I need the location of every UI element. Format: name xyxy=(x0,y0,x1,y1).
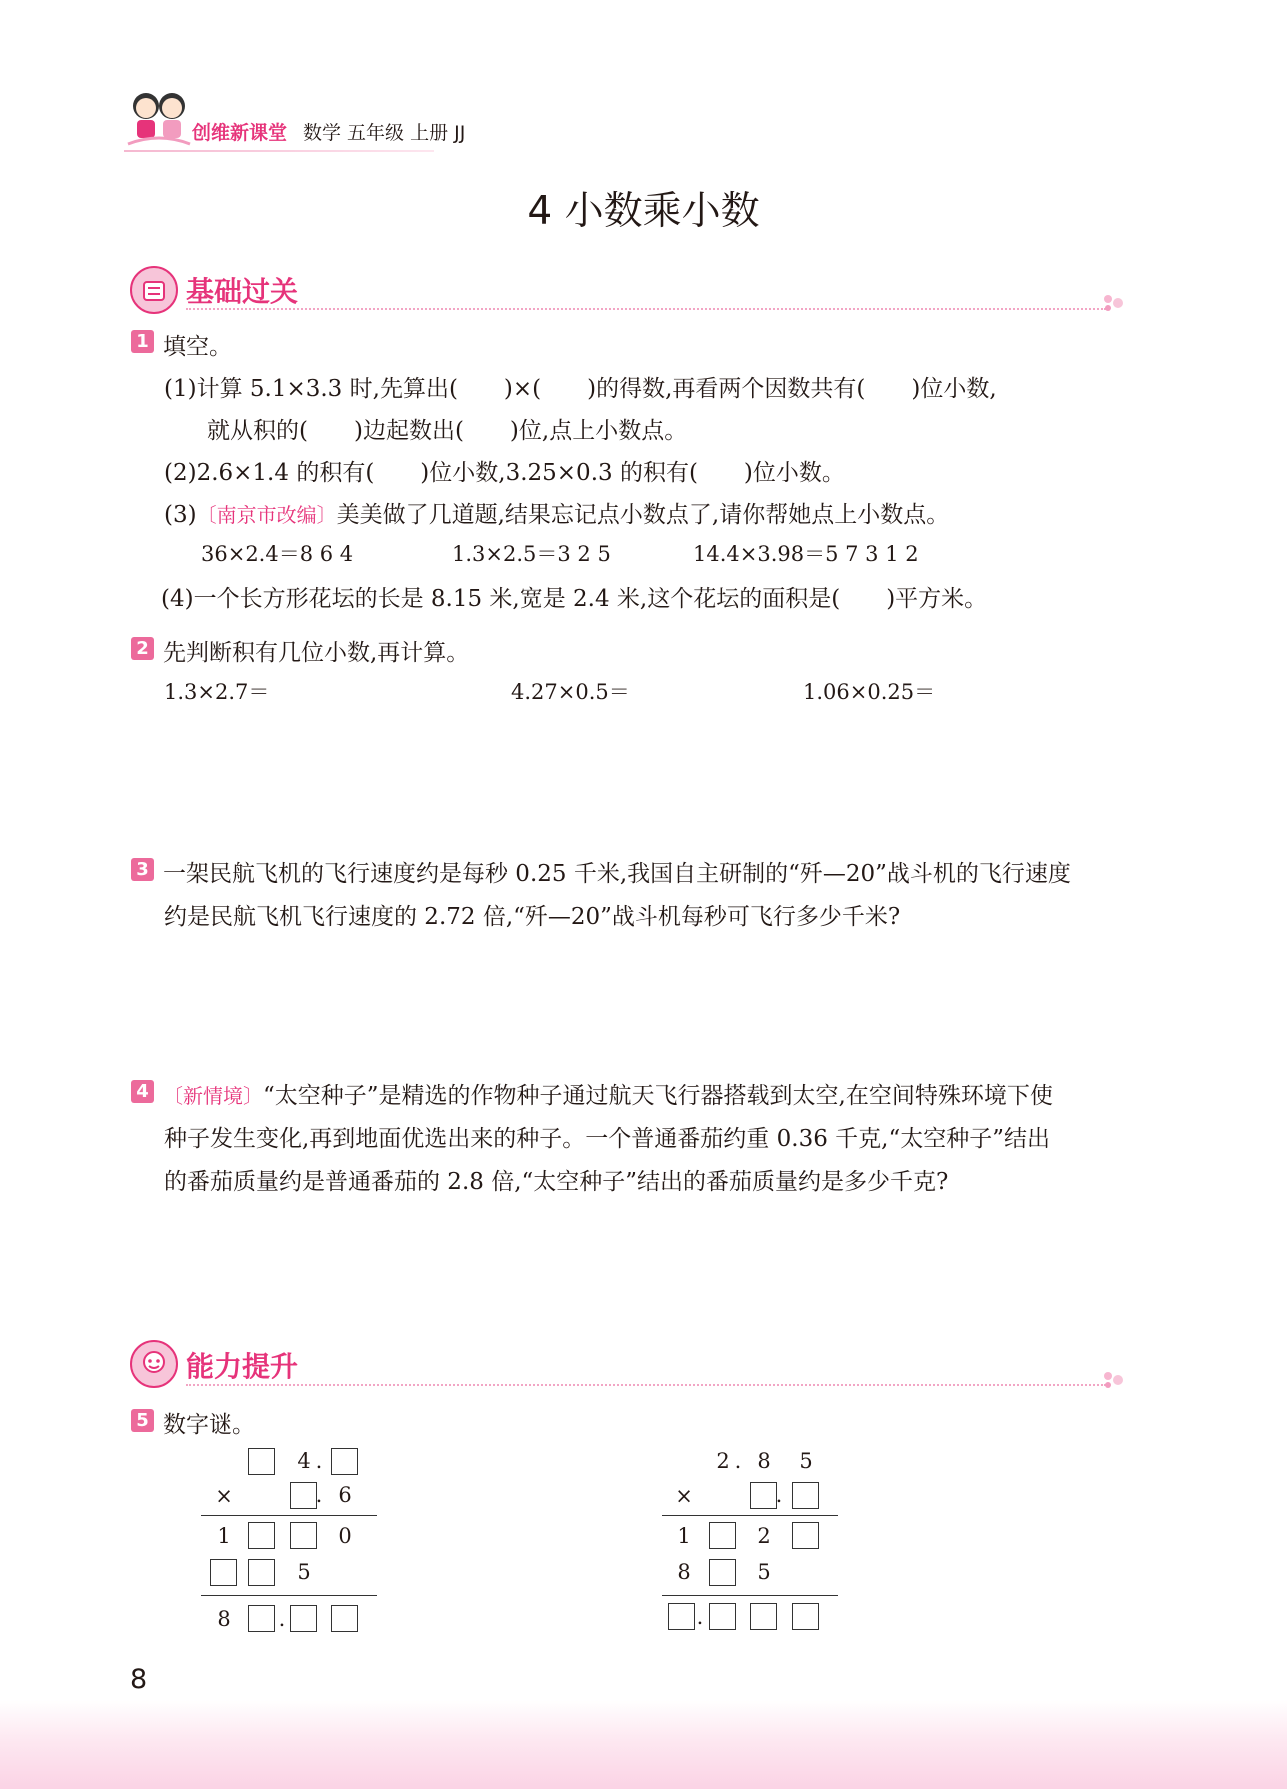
q1-part3-tag: 〔南京市改编〕 xyxy=(196,503,337,527)
bottom-decorative-band xyxy=(0,1700,1287,1789)
puzzle-times-sign: × xyxy=(675,1484,693,1508)
puzzle-blank-box[interactable] xyxy=(709,1603,736,1630)
lesson-title: 4 小数乘小数 xyxy=(527,189,760,234)
q1-part3-text: 美美做了几道题,结果忘记点小数点了,请你帮她点上小数点。 xyxy=(336,502,950,528)
puzzle-digit: 8 xyxy=(217,1607,231,1631)
q2-calc-1: 1.3×2.7＝ xyxy=(164,680,270,704)
question-2-stem: 先判断积有几位小数,再计算。 xyxy=(163,640,470,666)
puzzle-blank-box[interactable] xyxy=(331,1448,358,1475)
puzzle-digit: 1 xyxy=(677,1524,691,1548)
puzzle-digit: 4 xyxy=(297,1449,311,1473)
question-4-line2: 种子发生变化,再到地面优选出来的种子。一个普通番茄约重 0.36 千克,“太空种子”结出 xyxy=(164,1126,1050,1152)
puzzle-blank-box[interactable] xyxy=(792,1522,819,1549)
q1-part3 xyxy=(164,496,949,529)
puzzle-rule xyxy=(662,1515,838,1516)
cartoon-kids-logo xyxy=(124,88,194,152)
puzzle-blank-box[interactable] xyxy=(792,1482,819,1509)
puzzle-decimal-point: . xyxy=(278,1607,286,1631)
q2-calc-3: 1.06×0.25＝ xyxy=(803,680,936,704)
dots-decoration-icon xyxy=(1102,293,1132,313)
question-5-stem: 数字谜。 xyxy=(163,1412,255,1438)
section-basic-title: 基础过关 xyxy=(186,275,299,308)
q1-equation-2: 1.3×2.5＝3 2 5 xyxy=(452,542,611,566)
puzzle-decimal-point: . xyxy=(775,1483,783,1507)
question-2-marker: 2 xyxy=(131,637,154,660)
puzzle-blank-box[interactable] xyxy=(290,1605,317,1632)
section-basic-icon xyxy=(130,266,178,314)
question-4-marker: 4 xyxy=(131,1080,154,1103)
q1-part3-prefix: (3) xyxy=(164,502,197,528)
puzzle-digit: 6 xyxy=(338,1483,352,1507)
page-number: 8 xyxy=(130,1664,148,1695)
question-4-line3: 的番茄质量约是普通番茄的 2.8 倍,“太空种子”结出的番茄质量约是多少千克? xyxy=(164,1169,949,1195)
question-4-line1 xyxy=(163,1077,1053,1110)
puzzle-blank-box[interactable] xyxy=(792,1603,819,1630)
puzzle-blank-box[interactable] xyxy=(248,1522,275,1549)
puzzle-rule xyxy=(201,1515,377,1516)
puzzle-blank-box[interactable] xyxy=(750,1603,777,1630)
question-4-tag: 〔新情境〕 xyxy=(163,1084,263,1108)
puzzle-digit: 2 xyxy=(716,1449,730,1473)
puzzle-blank-box[interactable] xyxy=(248,1605,275,1632)
brand-name: 创维新课堂 xyxy=(192,122,288,144)
question-5-marker: 5 xyxy=(131,1409,154,1432)
section-advanced-icon xyxy=(130,1340,178,1388)
header-rule xyxy=(124,150,434,152)
puzzle-blank-box[interactable] xyxy=(210,1559,237,1586)
dots-decoration-icon xyxy=(1102,1370,1132,1390)
question-3-marker: 3 xyxy=(131,858,154,881)
q2-calc-2: 4.27×0.5＝ xyxy=(511,680,630,704)
puzzle-rule xyxy=(201,1595,377,1596)
q1-part2: (2)2.6×1.4 的积有( )位小数,3.25×0.3 的积有( )位小数。 xyxy=(164,460,845,486)
puzzle-blank-box[interactable] xyxy=(248,1448,275,1475)
question-1-stem: 填空。 xyxy=(163,334,232,360)
puzzle-decimal-point: . xyxy=(734,1449,742,1473)
puzzle-rule xyxy=(662,1595,838,1596)
puzzle-blank-box[interactable] xyxy=(709,1522,736,1549)
q1-part1-line1: (1)计算 5.1×3.3 时,先算出( )×( )的得数,再看两个因数共有( )位小数, xyxy=(164,376,997,402)
puzzle-digit: 2 xyxy=(757,1524,771,1548)
question-3-line1: 一架民航飞机的飞行速度约是每秒 0.25 千米,我国自主研制的“歼—20”战斗机的飞行速度 xyxy=(163,861,1071,887)
puzzle-digit: 5 xyxy=(757,1560,771,1584)
puzzle-decimal-point: . xyxy=(315,1449,323,1473)
puzzle-blank-box[interactable] xyxy=(668,1603,695,1630)
question-3-line2: 约是民航飞机飞行速度的 2.72 倍,“歼—20”战斗机每秒可飞行多少千米? xyxy=(164,904,901,930)
puzzle-digit: 8 xyxy=(677,1560,691,1584)
section-advanced-divider xyxy=(186,1384,1106,1386)
puzzle-digit: 5 xyxy=(799,1449,813,1473)
section-basic-divider xyxy=(186,308,1106,310)
puzzle-times-sign: × xyxy=(215,1484,233,1508)
book-info: 数学 五年级 上册 JJ xyxy=(303,122,466,144)
q1-equation-3: 14.4×3.98＝5 7 3 1 2 xyxy=(693,542,919,566)
puzzle-decimal-point: . xyxy=(315,1483,323,1507)
puzzle-blank-box[interactable] xyxy=(709,1559,736,1586)
question-1-marker: 1 xyxy=(131,330,154,353)
q1-part1-line2: 就从积的( )边起数出( )位,点上小数点。 xyxy=(207,418,688,444)
puzzle-decimal-point: . xyxy=(696,1605,704,1629)
puzzle-digit: 8 xyxy=(757,1449,771,1473)
puzzle-digit: 1 xyxy=(217,1524,231,1548)
q1-equation-1: 36×2.4＝8 6 4 xyxy=(201,542,354,566)
section-advanced-title: 能力提升 xyxy=(186,1350,299,1383)
puzzle-blank-box[interactable] xyxy=(290,1522,317,1549)
puzzle-blank-box[interactable] xyxy=(248,1559,275,1586)
puzzle-blank-box[interactable] xyxy=(331,1605,358,1632)
puzzle-digit: 5 xyxy=(297,1560,311,1584)
puzzle-digit: 0 xyxy=(338,1524,352,1548)
question-4-line1-text: “太空种子”是精选的作物种子通过航天飞行器搭载到太空,在空间特殊环境下使 xyxy=(263,1083,1053,1109)
q1-part4: (4)一个长方形花坛的长是 8.15 米,宽是 2.4 米,这个花坛的面积是( )平方米。 xyxy=(161,586,988,612)
